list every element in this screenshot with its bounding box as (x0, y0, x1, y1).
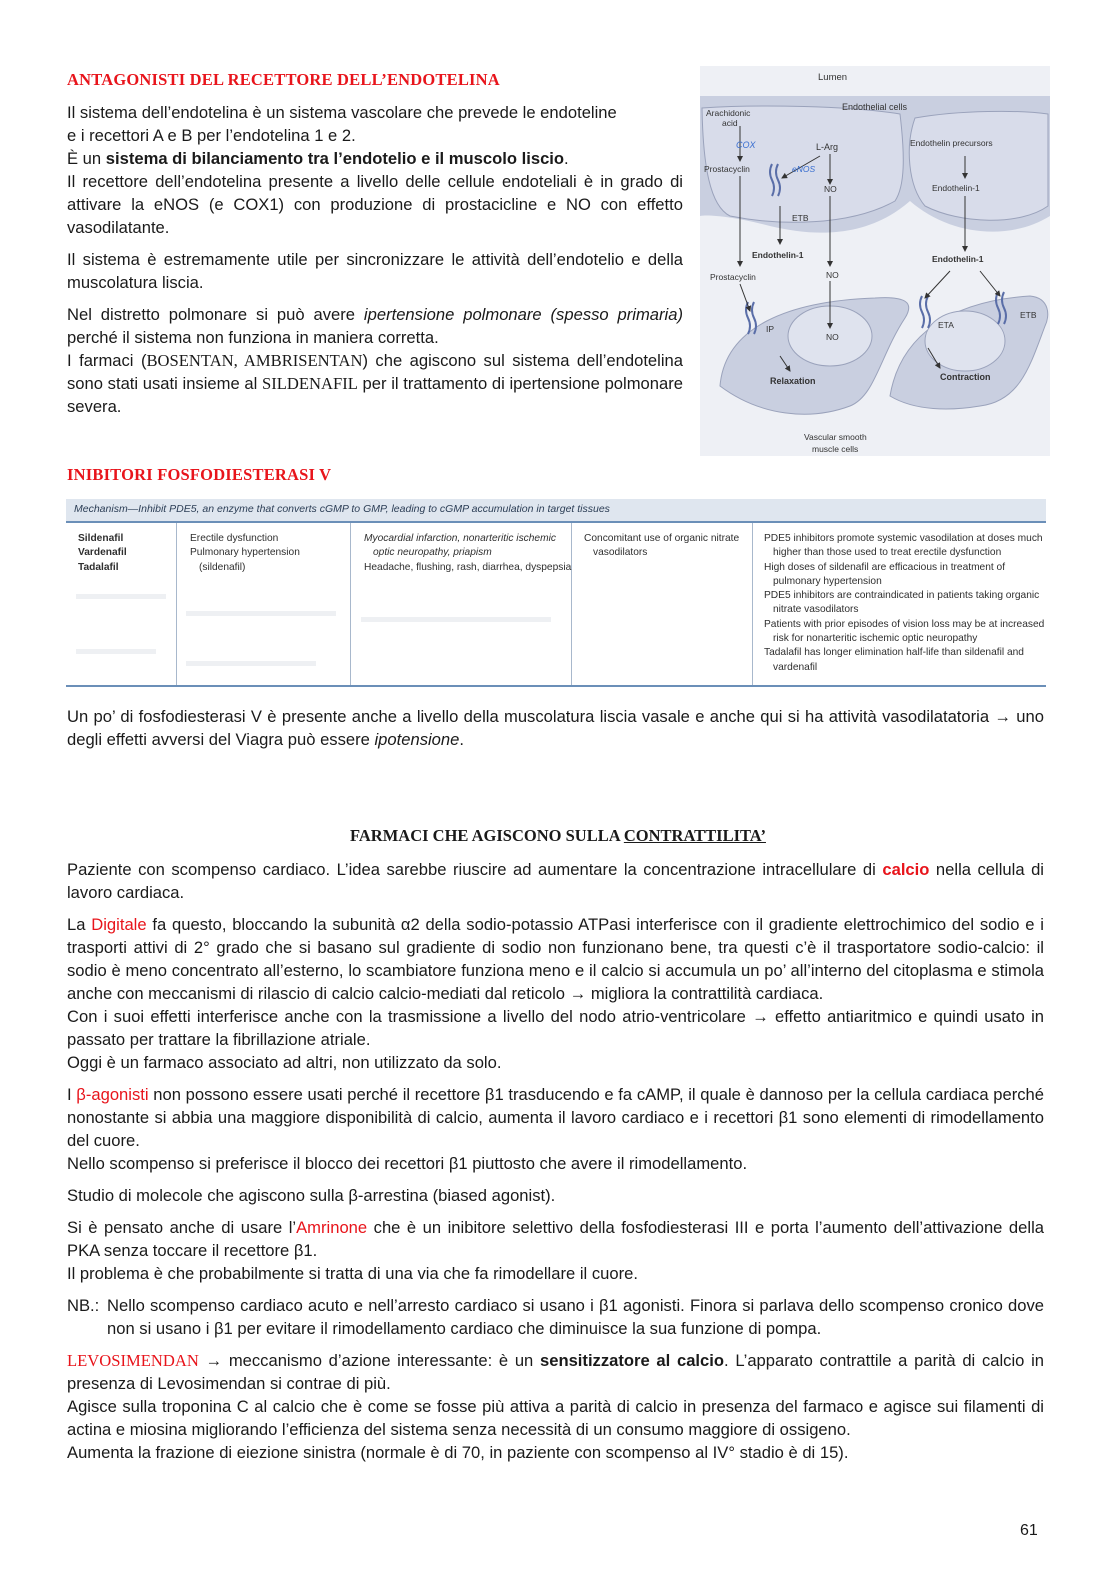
label-muscle-cells: muscle cells (812, 444, 859, 454)
text-line: È un sistema di bilanciamento tra l’endotelio e il muscolo liscio. (67, 149, 569, 168)
table-row: Tadalafil (78, 561, 119, 573)
pde5-table (66, 499, 1046, 689)
table-row: higher than those used to treat erectile dysfunction (773, 547, 1002, 559)
text-paragraph: Con i suoi effetti interferisce anche con la trasmissione a livello del nodo atrio-ventricolare → effetto antiaritmico e quindi usato in passato per trattare la fibrillazione atriale. (67, 1007, 1045, 1049)
label-acid: acid (722, 118, 738, 128)
table-row: Headache, flushing, rash, diarrhea, dyspepsia (364, 561, 572, 573)
text-paragraph: I farmaci (BOSENTAN, AMBRISENTAN) che agiscono sul sistema dell’endotelina sono stati usati insieme al SILDENAFIL per il trattamento di ipertensione polmonare severa. (67, 351, 683, 416)
label-endothelin1-right: Endothelin-1 (932, 183, 980, 193)
arrow-icon: → (752, 1007, 769, 1026)
text-paragraph: Oggi è un farmaco associato ad altri, non utilizzato da solo. (67, 1053, 502, 1072)
nb-text: Nello scompenso cardiaco acuto e nell’arresto cardiaco si usano i β1 agonisti. Finora si parlava dello scompenso cronico dove non si usano i β1 per evitare il rimodellamento cardiaco che diminuisce la sua funzione di pompa. (107, 1296, 1044, 1338)
text-paragraph: Nello scompenso si preferisce il blocco dei recettori β1 piuttosto che avere il rimodellamento. (67, 1154, 748, 1173)
arrow-icon: → (994, 707, 1011, 726)
table-header-bar (66, 499, 1046, 523)
text-paragraph: Nel distretto polmonare si può avere ipertensione polmonare (spesso primaria) perché il sistema non funziona in maniera corretta. (67, 305, 683, 347)
table-row: Vardenafil (78, 547, 127, 559)
label-etb-right: ETB (1020, 310, 1037, 320)
table-cell-notes (764, 532, 1044, 675)
table-cell-uses (190, 532, 300, 575)
label-prostacyclin-mid: Prostacyclin (710, 272, 756, 282)
nucleus-right (925, 311, 1005, 371)
table-mechanism: Mechanism—Inhibit PDE5, an enzyme that converts cGMP to GMP, leading to cGMP accumulation in target tissues (74, 503, 610, 515)
page-number: 61 (1020, 1522, 1038, 1539)
table-row: High doses of sildenafil are efficacious in treatment of (764, 561, 1006, 573)
table-cell-adverse (364, 532, 571, 575)
text-paragraph: Il sistema è estremamente utile per sincronizzare le attività dell’endotelio e della muscolatura liscia. (67, 250, 683, 292)
table-cell-drugs (78, 532, 127, 575)
label-arachidonic: Arachidonic (706, 108, 751, 118)
table-row: Patients with prior episodes of vision loss may be at increased (764, 618, 1045, 630)
table-row: Sildenafil (78, 533, 124, 544)
label-relaxation: Relaxation (770, 376, 816, 386)
label-lumen: Lumen (818, 72, 848, 83)
label-endothelin-precursors: Endothelin precursors (910, 138, 993, 148)
text-paragraph: Un po’ di fosfodiesterasi V è presente anche a livello della muscolatura liscia vasale e anche qui si ha attività vasodilatatoria → uno degli effetti avversi del Viagra può essere ipotensione. (67, 707, 1044, 749)
section-title-endothelin: ANTAGONISTI DEL RECETTORE DELL’ENDOTELINA (67, 70, 500, 89)
label-vascular-smooth: Vascular smooth (804, 432, 867, 442)
contractility-text (67, 858, 1044, 1464)
table-row: Tadalafil has longer elimination half-life than sildenafil and (764, 647, 1024, 659)
table-row: risk for nonarteritic ischemic optic neuropathy (773, 633, 978, 645)
label-contraction: Contraction (940, 372, 991, 382)
label-prostacyclin-top: Prostacyclin (704, 164, 750, 174)
table-row: nitrate vasodilators (773, 604, 859, 616)
endothelin-text (67, 101, 683, 418)
text-line: Il sistema dell’endotelina è un sistema vascolare che prevede le endoteline (67, 103, 617, 122)
table-row: optic neuropathy, priapism (373, 547, 492, 559)
label-eta: ETA (938, 320, 954, 330)
text-paragraph: Il recettore dell’endotelina presente a livello delle cellule endoteliali è in grado di attivare la eNOS (e COX1) con produzione di prostacicline e NO con effetto vasodilatante. (67, 172, 683, 237)
text-paragraph: Studio di molecole che agiscono sulla β-arrestina (biased agonist). (67, 1186, 556, 1205)
endothelial-cell-right (909, 111, 1048, 220)
label-cox: COX (736, 140, 756, 150)
table-row: Erectile dysfunction (190, 533, 279, 544)
nb-block (67, 1294, 1044, 1340)
table-row: Myocardial infarction, nonarteritic ischemic (364, 533, 556, 544)
label-l-arg: L-Arg (816, 142, 839, 152)
label-no-low: NO (826, 332, 839, 342)
arrow-icon: → (205, 1351, 223, 1370)
nb-label: NB.: (67, 1296, 100, 1315)
table-cell-contraindications (584, 532, 739, 561)
label-etb-top: ETB (792, 213, 809, 223)
text-paragraph: Agisce sulla troponina C al calcio che è come se fosse più attiva a parità di calcio in presenza del farmaco e agisce sui filamenti di actina e miosina migliorando l’efficienza del sistema senza necessità di un consumo maggiore di ossigeno. (67, 1397, 1044, 1439)
text-paragraph: I β-agonisti non possono essere usati perché il recettore β1 trasducendo e fa cAMP, il quale è dannoso per la cellula cardiaca perché nonostante si abbia una maggiore disponibilità di calcio, aumenta il lavoro cardiaco e i recettori β1 sono elementi di rimodellamento del cuore. (67, 1085, 1044, 1150)
arrow-icon: → (569, 984, 587, 1003)
table-row: PDE5 inhibitors promote systemic vasodilation at doses much (764, 533, 1043, 544)
receptor-eta (920, 296, 924, 328)
section-title-contractility: FARMACI CHE AGISCONO SULLA CONTRATTILITA’ (350, 826, 766, 845)
label-enos: eNOS (792, 164, 816, 174)
pde5-text (67, 705, 1044, 751)
text-paragraph: Il problema è che probabilmente si tratta di una via che fa rimodellare il cuore. (67, 1264, 638, 1283)
table-row: (sildenafil) (199, 561, 246, 573)
text-line: e i recettori A e B per l’endotelina 1 e 2. (67, 126, 356, 145)
text-paragraph: Paziente con scompenso cardiaco. L’idea sarebbe riuscire ad aumentare la concentrazione intracellulare di calcio nella cellula di lavoro cardiaca. (67, 860, 1044, 902)
text-paragraph: Aumenta la frazione di eiezione sinistra (normale è di 70, in paziente con scompenso al IV° stadio è di 15). (67, 1443, 849, 1462)
table-row: Pulmonary hypertension (190, 547, 300, 559)
table-row: vardenafil (773, 661, 818, 673)
label-endothelial-cells: Endothelial cells (842, 102, 908, 112)
text-paragraph: LEVOSIMENDAN → meccanismo d’azione interessante: è un sensitizzatore al calcio. L’apparato contrattile a parità di calcio in presenza di Levosimendan si contrae di più. (67, 1351, 1044, 1393)
label-no-mid: NO (826, 270, 839, 280)
table-row: vasodilators (593, 547, 648, 559)
table-row: pulmonary hypertension (773, 575, 882, 587)
table-row: Concomitant use of organic nitrate (584, 533, 740, 544)
section-title-pde5: INIBITORI FOSFODIESTERASI V (67, 465, 332, 484)
text-paragraph: La Digitale fa questo, bloccando la subunità α2 della sodio-potassio ATPasi interferisce con il gradiente elettrochimico del sodio e i trasporti attivi di 2° grado che si basano sul gradiente di sodio non funzionano bene, tra questi c’è il trasportatore sodio-calcio: il sodio è meno concentrato all’esterno, lo scambiatore funziona meno e il calcio si accumula un po’ all’interno del citoplasma e stimola anche con meccanismi di rilascio di calcio calcio-mediati dal reticolo → migliora la contrattilità cardiaca. (67, 915, 1044, 1003)
table-row: PDE5 inhibitors are contraindicated in patients taking organic (764, 590, 1040, 602)
label-endothelin1-left: Endothelin-1 (752, 250, 804, 260)
endothelin-diagram (700, 66, 1050, 456)
label-ip: IP (766, 324, 775, 334)
label-no-top: NO (824, 184, 837, 194)
label-endothelin1-right2: Endothelin-1 (932, 254, 984, 264)
text-paragraph: Si è pensato anche di usare l’Amrinone che è un inibitore selettivo della fosfodiesterasi III e porta l’aumento dell’attivazione della PKA senza toccare il recettore β1. (67, 1218, 1044, 1260)
